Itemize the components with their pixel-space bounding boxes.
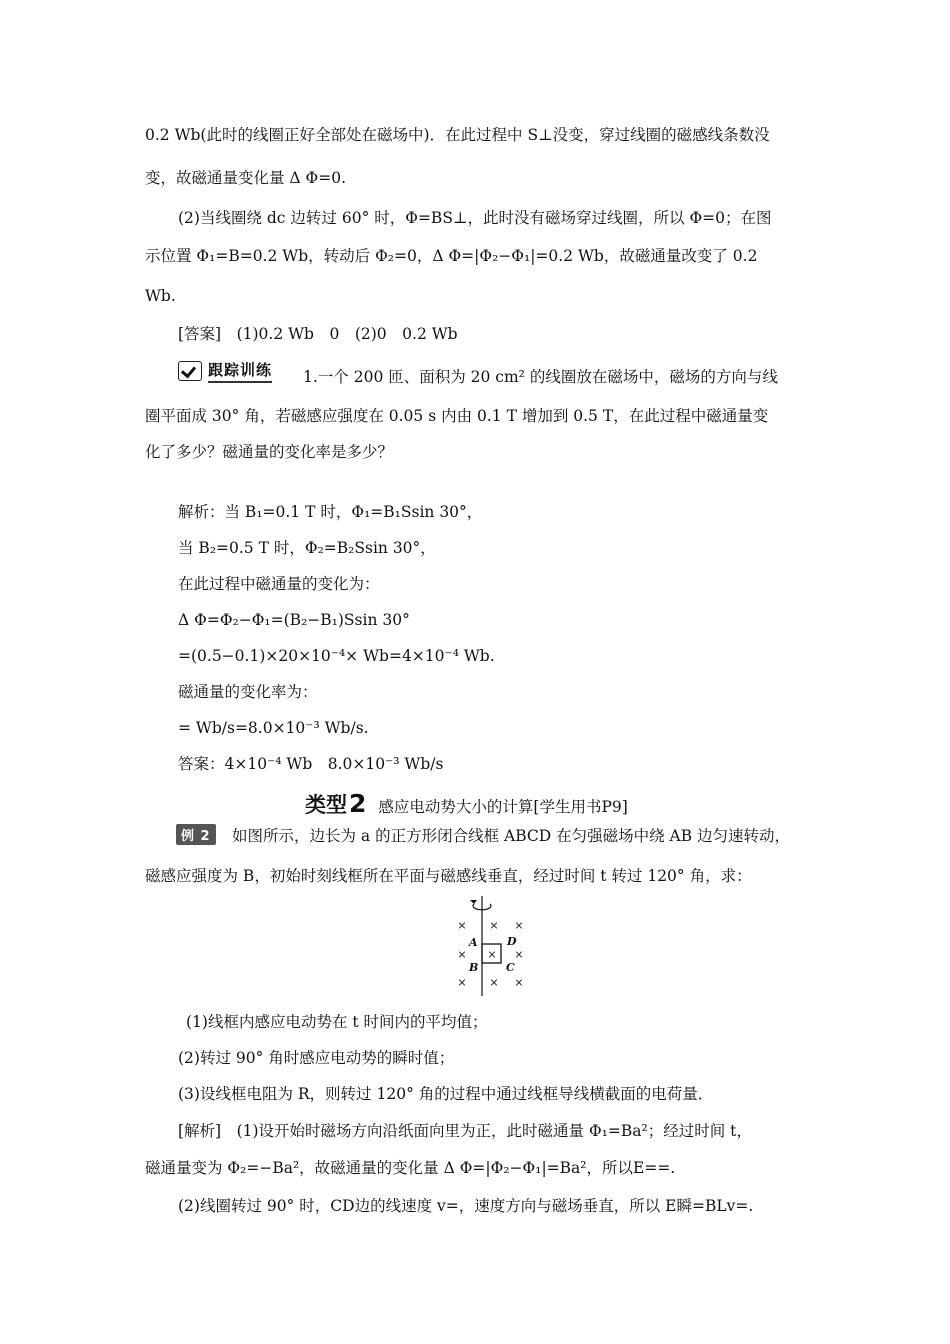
text-line: 化了多少？磁通量的变化率是多少？ bbox=[145, 443, 394, 461]
section-title-word: 类型 bbox=[305, 793, 347, 817]
example-question: 如图所示，边长为 a 的正方形闭合线框 ABCD 在匀强磁场中绕 AB 边匀速转动， bbox=[232, 827, 791, 845]
section-title bbox=[305, 789, 628, 819]
solution-line: Δ Φ=Φ₂−Φ₁=(B₂−B₁)Ssin 30° bbox=[178, 611, 410, 629]
svg-text:×: × bbox=[457, 919, 467, 932]
field-crosses bbox=[457, 919, 523, 989]
svg-text:×: × bbox=[514, 976, 524, 989]
answer-line: [答案] (1)0.2 Wb 0 (2)0 0.2 Wb bbox=[178, 325, 458, 343]
solution-line: 磁通量变为 Φ₂=−Ba²，故磁通量的变化量 Δ Φ=|Φ₂−Φ₁|=Ba²，所以E==. bbox=[145, 1159, 676, 1177]
solution-line: 磁通量的变化率为： bbox=[178, 683, 318, 701]
text-line: 0.2 Wb(此时的线圈正好全部处在磁场中)．在此过程中 S⊥没变，穿过线圈的磁感线条数没 bbox=[145, 126, 770, 144]
solution-line: 在此过程中磁通量的变化为： bbox=[178, 575, 380, 593]
checkmark-icon bbox=[178, 361, 202, 381]
text-line: (2)当线圈绕 dc 边转过 60° 时，Φ=BS⊥，此时没有磁场穿过线圈，所以 Φ=0；在图 bbox=[178, 209, 772, 227]
vertex-label-b: B bbox=[469, 961, 479, 974]
text-line: 变，故磁通量变化量 Δ Φ=0. bbox=[145, 169, 347, 187]
solution-line: [解析] (1)设开始时磁场方向沿纸面向里为正，此时磁通量 Φ₁=Ba²；经过时间 t， bbox=[178, 1122, 752, 1140]
question-item: (1)线框内感应电动势在 t 时间内的平均值； bbox=[186, 1013, 488, 1031]
vertex-label-d: D bbox=[507, 935, 517, 948]
solution-line: =(0.5−0.1)×20×10⁻⁴× Wb=4×10⁻⁴ Wb. bbox=[178, 647, 495, 665]
solution-line: (2)线圈转过 90° 时，CD边的线速度 v=，速度方向与磁场垂直，所以 E瞬=BLv=. bbox=[178, 1197, 754, 1215]
track-training-badge bbox=[178, 359, 272, 383]
svg-text:×: × bbox=[514, 948, 524, 961]
arrowhead-icon bbox=[470, 900, 477, 904]
text-line: 磁感应强度为 B，初始时刻线框所在平面与磁感线垂直，经过时间 t 转过 120° 角，求： bbox=[145, 867, 752, 885]
solution-line: 解析：当 B₁=0.1 T 时，Φ₁=B₁Ssin 30°， bbox=[178, 503, 483, 521]
vertex-label-a: A bbox=[469, 936, 478, 949]
answer-line: 答案：4×10⁻⁴ Wb 8.0×10⁻³ Wb/s bbox=[178, 755, 444, 773]
section-subtitle: 感应电动势大小的计算[学生用书P9] bbox=[378, 798, 628, 816]
example-badge: 例 2 bbox=[176, 824, 216, 845]
svg-text:×: × bbox=[514, 919, 524, 932]
magnetic-field-figure bbox=[450, 894, 535, 999]
solution-line: = Wb/s=8.0×10⁻³ Wb/s. bbox=[178, 719, 369, 737]
svg-text:×: × bbox=[489, 976, 499, 989]
text-line: 圈平面成 30° 角，若磁感应强度在 0.05 s 内由 0.1 T 增加到 0.5 T，在此过程中磁通量变 bbox=[145, 407, 769, 425]
text-line: Wb. bbox=[145, 287, 176, 305]
solution-line: 当 B₂=0.5 T 时，Φ₂=B₂Ssin 30°， bbox=[178, 539, 436, 557]
svg-text:×: × bbox=[489, 919, 499, 932]
vertex-label-c: C bbox=[506, 961, 515, 974]
question-item: (2)转过 90° 角时感应电动势的瞬时值； bbox=[178, 1049, 455, 1067]
question-item: (3)设线框电阻为 R，则转过 120° 角的过程中通过线框导线横截面的电荷量． bbox=[178, 1085, 714, 1103]
svg-text:×: × bbox=[457, 948, 467, 961]
section-title-number: 2 bbox=[349, 789, 367, 818]
svg-text:×: × bbox=[487, 948, 497, 961]
track-training-label: 跟踪训练 bbox=[208, 359, 272, 383]
svg-text:×: × bbox=[457, 976, 467, 989]
exercise-question: 1.一个 200 匝、面积为 20 cm² 的线圈放在磁场中，磁场的方向与线 bbox=[303, 368, 778, 386]
text-line: 示位置 Φ₁=B=0.2 Wb，转动后 Φ₂=0，Δ Φ=|Φ₂−Φ₁|=0.2 Wb，故磁通量改变了 0.2 bbox=[145, 247, 758, 265]
